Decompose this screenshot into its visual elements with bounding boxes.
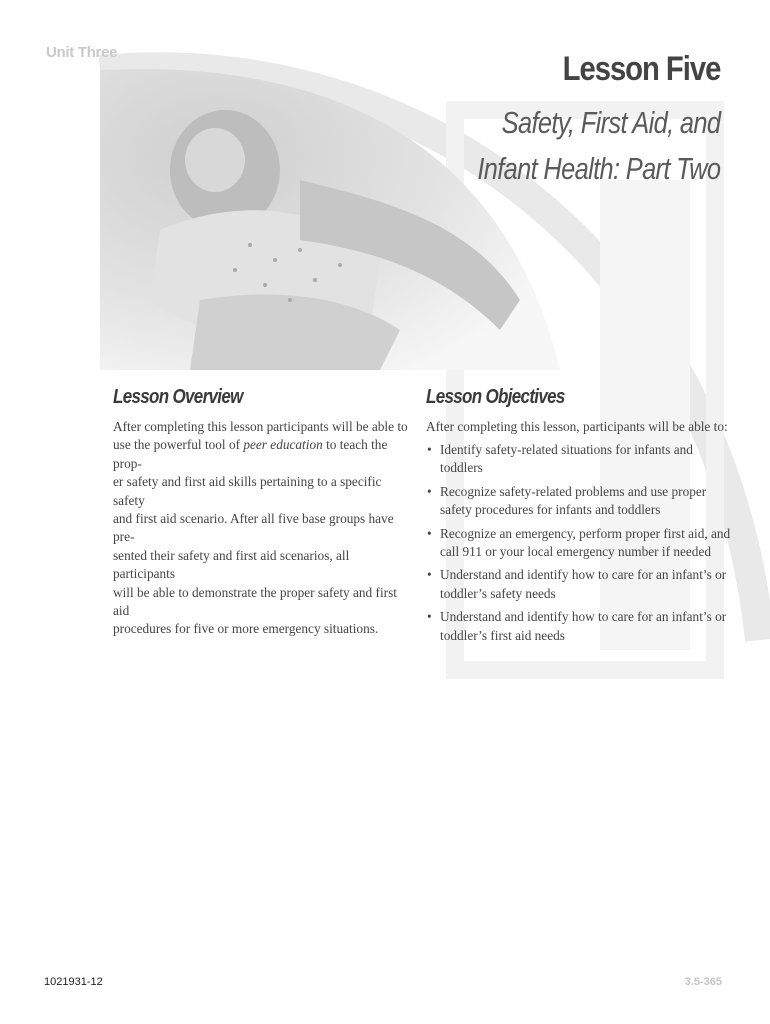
peer-education-emphasis: peer education [243, 437, 323, 453]
objective-item: • Understand and identify how to care for an infant’s or toddler’s safety needs [426, 566, 736, 603]
overview-line: procedures for five or more emergency situations. [113, 621, 379, 637]
objectives-intro: After completing this lesson, participants will be able to: [426, 419, 728, 434]
overview-line: After completing this lesson participants will be able to [113, 419, 408, 434]
page-number: 3.5-365 [684, 976, 722, 988]
overview-line: sented their safety and first aid scenarios, all participants [113, 547, 350, 582]
objective-item: • Recognize safety-related problems and use proper safety procedures for infants and toddlers [426, 483, 736, 520]
overview-line: er safety and first aid skills pertaining to a specific safety [113, 474, 382, 508]
overview-line: and first aid scenario. After all five base groups have pre- [113, 511, 394, 545]
overview-line: use the powerful tool of [113, 437, 244, 453]
document-id: 1021931-12 [44, 976, 103, 988]
lesson-subtitle [477, 100, 720, 192]
unit-label: Unit Three [46, 44, 118, 61]
overview-paragraph [113, 418, 413, 639]
objective-item: • Recognize an emergency, perform proper first aid, and call 911 or your local emergency number if needed [426, 525, 736, 562]
overview-line: will be able to demonstrate the proper safety and first aid [113, 584, 397, 619]
objective-item: • Understand and identify how to care for an infant’s or toddler’s first aid needs [426, 608, 736, 645]
overview-line: to teach the prop- [113, 437, 388, 471]
lesson-title: Lesson Five [562, 50, 720, 88]
objective-item: • Identify safety-related situations for infants and toddlers [426, 441, 736, 478]
subtitle-line-2: Infant Health: Part Two [476, 151, 720, 186]
objectives-list [426, 441, 736, 650]
objectives-heading: Lesson Objectives [426, 386, 565, 408]
subtitle-line-1: Safety, First Aid, and [501, 105, 720, 140]
overview-heading: Lesson Overview [113, 386, 243, 408]
